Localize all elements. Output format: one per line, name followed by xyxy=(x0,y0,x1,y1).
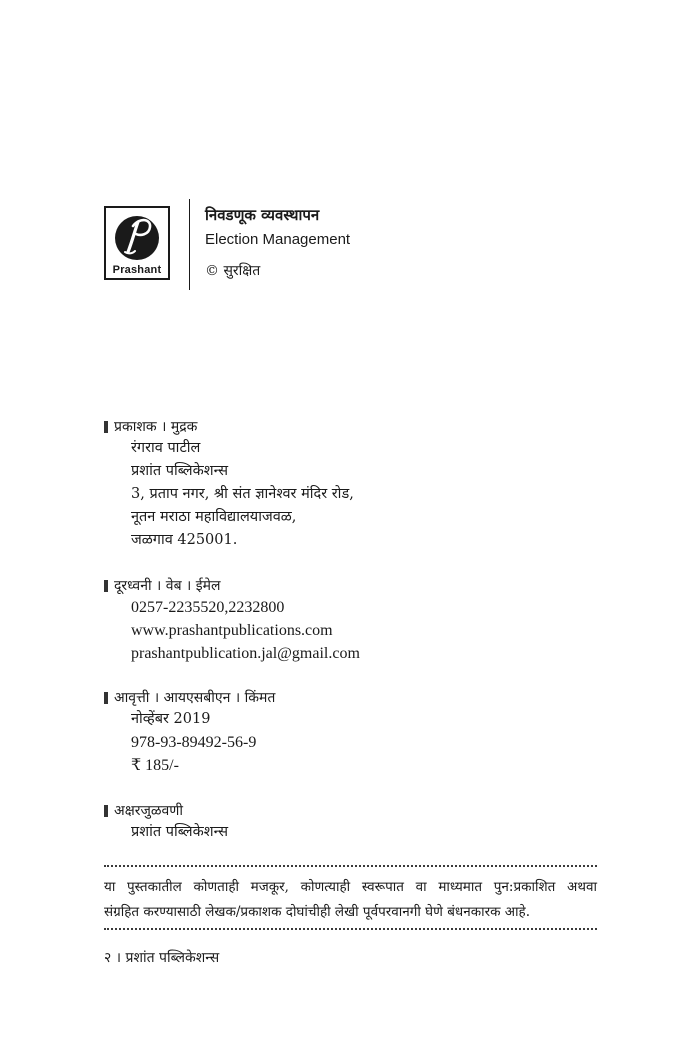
book-subtitle: Election Management xyxy=(205,231,351,248)
rights-notice-line-1: या पुस्तकातील कोणताही मजकूर, कोणत्याही स्वरूपात वा माध्यमात पुन:प्रकाशित अथवा xyxy=(104,879,597,895)
publisher-heading: प्रकाशक । मुद्रक xyxy=(114,419,198,435)
publisher-address-line-1: 3, प्रताप नगर, श्री संत ज्ञानेश्वर मंदिर रोड, xyxy=(131,486,354,502)
typesetter-name: प्रशांत पब्लिकेशन्स xyxy=(131,824,229,840)
publisher-logo xyxy=(104,206,170,280)
contact-heading: दूरध्वनी । वेब । ईमेल xyxy=(114,578,221,594)
isbn-number: 978-93-89492-56-9 xyxy=(131,734,257,751)
phone-numbers: 0257-2235520,2232800 xyxy=(131,599,285,616)
publisher-address-line-2: नूतन मराठा महाविद्यालयाजवळ, xyxy=(131,509,297,525)
rights-notice-line-2: संग्रहित करण्यासाठी लेखक/प्रकाशक दोघांचीही लेखी पूर्वपरवानगी घेणे बंधनकारक आहे. xyxy=(104,904,531,920)
website-link[interactable]: www.prashantpublications.com xyxy=(131,622,333,639)
page-footer: २ । प्रशांत पब्लिकेशन्स xyxy=(104,950,220,966)
section-heading xyxy=(104,576,360,596)
notice-bottom-divider xyxy=(104,928,597,930)
publisher-address-line-3: जळगाव 425001. xyxy=(131,532,238,548)
logo-p-icon xyxy=(106,208,168,266)
publisher-company: प्रशांत पब्लिकेशन्स xyxy=(131,463,229,479)
section-marker-icon xyxy=(104,421,108,433)
edition-heading: आवृत्ती । आयएसबीएन । किंमत xyxy=(114,690,276,706)
edition-date: नोव्हेंबर 2019 xyxy=(131,711,211,727)
typesetting-section xyxy=(104,801,228,844)
price: ₹ 185/- xyxy=(131,757,179,774)
copyright-notice: © सुरक्षित xyxy=(205,263,261,279)
notice-top-divider xyxy=(104,865,597,867)
section-heading xyxy=(104,417,354,437)
contact-section xyxy=(104,576,360,665)
publisher-section xyxy=(104,417,354,552)
section-marker-icon xyxy=(104,805,108,817)
typesetting-heading: अक्षरजुळवणी xyxy=(114,803,184,819)
section-marker-icon xyxy=(104,580,108,592)
publisher-name: रंगराव पाटील xyxy=(131,440,201,456)
logo-text: Prashant xyxy=(112,264,162,276)
edition-section xyxy=(104,688,275,777)
email-link[interactable]: prashantpublication.jal@gmail.com xyxy=(131,645,360,662)
header-divider xyxy=(189,199,190,290)
section-heading xyxy=(104,801,228,821)
section-marker-icon xyxy=(104,692,108,704)
section-heading xyxy=(104,688,275,708)
book-title: निवडणूक व्यवस्थापन xyxy=(205,206,320,224)
